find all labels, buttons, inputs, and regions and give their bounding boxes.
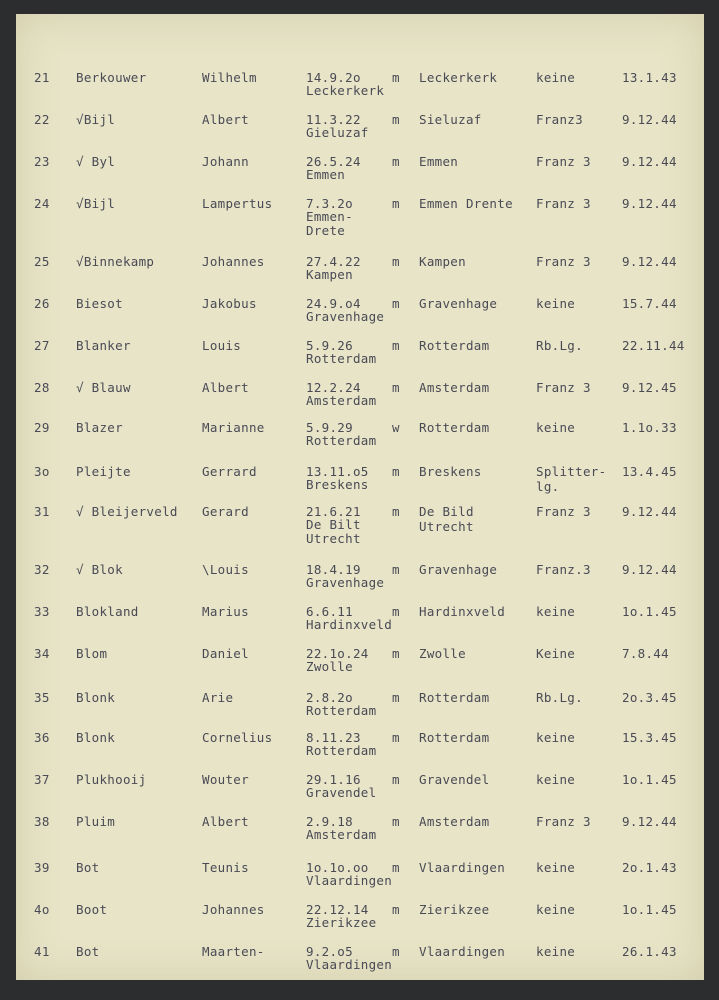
rank: keine <box>536 604 576 619</box>
entry-number: 21 <box>34 70 50 85</box>
rank: Rb.Lg. <box>536 338 583 353</box>
rank: keine <box>536 296 576 311</box>
first-name: Gerard <box>202 504 249 519</box>
birthplace: Gravenhage <box>306 309 385 324</box>
birth-date: 2.8.2o <box>306 690 353 705</box>
document-page <box>16 14 704 980</box>
birthplace: Gravendel <box>306 785 377 800</box>
birth-date: 22.1o.24 <box>306 646 369 661</box>
rank: Franz 3 <box>536 254 591 269</box>
first-name: Albert <box>202 380 249 395</box>
residence: Emmen <box>419 154 459 169</box>
rank: keine <box>536 730 576 745</box>
birthplace: Vlaardingen <box>306 957 393 972</box>
sex: m <box>392 730 400 745</box>
death-date: 9.12.45 <box>622 380 677 395</box>
surname: Bot <box>76 860 100 875</box>
entry-number: 39 <box>34 860 50 875</box>
sex: m <box>392 464 400 479</box>
rank: Rb.Lg. <box>536 690 583 705</box>
residence: Gravenhage <box>419 296 498 311</box>
residence: Amsterdam <box>419 814 490 829</box>
list-item <box>16 690 704 730</box>
first-name: Jakobus <box>202 296 257 311</box>
list-item <box>16 338 704 378</box>
first-name: Louis <box>202 338 242 353</box>
birth-date: 11.3.22 <box>306 112 361 127</box>
residence: Emmen Drente <box>419 196 513 211</box>
entry-number: 3o <box>34 464 50 479</box>
first-name: Albert <box>202 112 249 127</box>
sex: m <box>392 70 400 85</box>
sex: w <box>392 420 400 435</box>
sex: m <box>392 772 400 787</box>
entry-number: 26 <box>34 296 50 311</box>
first-name: Albert <box>202 814 249 829</box>
birthplace: Vlaardingen <box>306 873 393 888</box>
first-name: Johannes <box>202 254 265 269</box>
rank: Franz 3 <box>536 380 591 395</box>
death-date: 2o.1.43 <box>622 860 677 875</box>
residence: Gravendel <box>419 772 490 787</box>
first-name: Gerrard <box>202 464 257 479</box>
first-name: Johannes <box>202 902 265 917</box>
birthplace: Breskens <box>306 477 369 492</box>
first-name: Marianne <box>202 420 265 435</box>
rank: keine <box>536 902 576 917</box>
entry-number: 22 <box>34 112 50 127</box>
birthplace: Rotterdam <box>306 351 377 366</box>
first-name: Wilhelm <box>202 70 257 85</box>
birthplace: Emmen <box>306 167 346 182</box>
surname: √Bijl <box>76 196 116 211</box>
entry-number: 37 <box>34 772 50 787</box>
entry-number: 35 <box>34 690 50 705</box>
death-date: 1o.1.45 <box>622 604 677 619</box>
residence: Sieluzaf <box>419 112 482 127</box>
birth-date: 12.2.24 <box>306 380 361 395</box>
death-date: 7.8.44 <box>622 646 669 661</box>
surname: Biesot <box>76 296 123 311</box>
entry-number: 25 <box>34 254 50 269</box>
list-item <box>16 464 704 504</box>
list-item <box>16 420 704 460</box>
list-item <box>16 902 704 942</box>
first-name: \Louis <box>202 562 249 577</box>
birth-date: 29.1.16 <box>306 772 361 787</box>
surname: √Binnekamp <box>76 254 155 269</box>
residence: De Bild Utrecht <box>419 504 474 534</box>
residence: Kampen <box>419 254 466 269</box>
list-item <box>16 196 704 236</box>
rank: keine <box>536 420 576 435</box>
surname: Blonk <box>76 690 116 705</box>
death-date: 1.1o.33 <box>622 420 677 435</box>
first-name: Daniel <box>202 646 249 661</box>
entry-number: 34 <box>34 646 50 661</box>
first-name: Maarten- <box>202 944 265 959</box>
birthplace: Rotterdam <box>306 433 377 448</box>
residence: Zierikzee <box>419 902 490 917</box>
death-date: 26.1.43 <box>622 944 677 959</box>
list-item <box>16 296 704 336</box>
death-date: 9.12.44 <box>622 154 677 169</box>
surname: Blokland <box>76 604 139 619</box>
surname: Blazer <box>76 420 123 435</box>
surname: √ Bleijerveld <box>76 504 178 519</box>
first-name: Arie <box>202 690 234 705</box>
sex: m <box>392 338 400 353</box>
surname: Boot <box>76 902 108 917</box>
death-date: 9.12.44 <box>622 196 677 211</box>
first-name: Lampertus <box>202 196 273 211</box>
surname: Bot <box>76 944 100 959</box>
entry-number: 41 <box>34 944 50 959</box>
entry-number: 24 <box>34 196 50 211</box>
surname: Pleijte <box>76 464 131 479</box>
birth-date: 6.6.11 <box>306 604 353 619</box>
death-date: 15.3.45 <box>622 730 677 745</box>
birth-date: 14.9.2o <box>306 70 361 85</box>
birthplace: Hardinxveld <box>306 617 393 632</box>
birth-date: 27.4.22 <box>306 254 361 269</box>
birth-date: 26.5.24 <box>306 154 361 169</box>
death-date: 22.11.44 <box>622 338 685 353</box>
birthplace: Gravenhage <box>306 575 385 590</box>
death-date: 1o.1.45 <box>622 772 677 787</box>
list-item <box>16 154 704 194</box>
entry-number: 33 <box>34 604 50 619</box>
entry-number: 32 <box>34 562 50 577</box>
list-item <box>16 860 704 900</box>
entry-number: 31 <box>34 504 50 519</box>
death-date: 2o.3.45 <box>622 690 677 705</box>
rank: keine <box>536 70 576 85</box>
rank: keine <box>536 860 576 875</box>
surname: Plukhooij <box>76 772 147 787</box>
first-name: Marius <box>202 604 249 619</box>
surname: Pluim <box>76 814 116 829</box>
residence: Leckerkerk <box>419 70 498 85</box>
residence: Rotterdam <box>419 420 490 435</box>
birth-date: 21.6.21 <box>306 504 361 519</box>
rank: Keine <box>536 646 576 661</box>
birth-date: 22.12.14 <box>306 902 369 917</box>
birthplace: Zierikzee <box>306 915 377 930</box>
birthplace: Amsterdam <box>306 393 377 408</box>
sex: m <box>392 814 400 829</box>
rank: Franz.3 <box>536 562 591 577</box>
birth-date: 1o.1o.oo <box>306 860 369 875</box>
residence: Hardinxveld <box>419 604 506 619</box>
birthplace: Leckerkerk <box>306 83 385 98</box>
sex: m <box>392 154 400 169</box>
death-date: 9.12.44 <box>622 112 677 127</box>
rank: Franz3 <box>536 112 583 127</box>
list-item <box>16 944 704 984</box>
residence: Gravenhage <box>419 562 498 577</box>
birthplace: Gieluzaf <box>306 125 369 140</box>
birthplace: Kampen <box>306 267 353 282</box>
birth-date: 5.9.29 <box>306 420 353 435</box>
rank: Franz 3 <box>536 196 591 211</box>
sex: m <box>392 254 400 269</box>
list-item <box>16 380 704 420</box>
sex: m <box>392 604 400 619</box>
death-date: 9.12.44 <box>622 814 677 829</box>
entry-number: 28 <box>34 380 50 395</box>
list-item <box>16 112 704 152</box>
rank: Franz 3 <box>536 814 591 829</box>
surname: Blonk <box>76 730 116 745</box>
surname: Berkouwer <box>76 70 147 85</box>
sex: m <box>392 562 400 577</box>
list-item <box>16 772 704 812</box>
residence: Zwolle <box>419 646 466 661</box>
death-date: 1o.1.45 <box>622 902 677 917</box>
birthplace: Emmen- Drete <box>306 209 353 238</box>
birth-date: 18.4.19 <box>306 562 361 577</box>
entry-number: 4o <box>34 902 50 917</box>
residence: Vlaardingen <box>419 860 506 875</box>
entry-number: 27 <box>34 338 50 353</box>
first-name: Cornelius <box>202 730 273 745</box>
list-item <box>16 562 704 602</box>
residence: Rotterdam <box>419 730 490 745</box>
residence: Vlaardingen <box>419 944 506 959</box>
death-date: 9.12.44 <box>622 504 677 519</box>
birthplace: Zwolle <box>306 659 353 674</box>
entry-number: 36 <box>34 730 50 745</box>
rank: keine <box>536 944 576 959</box>
surname: √ Blok <box>76 562 123 577</box>
rank: Splitter- lg. <box>536 464 607 494</box>
list-item <box>16 814 704 854</box>
birth-date: 24.9.o4 <box>306 296 361 311</box>
sex: m <box>392 296 400 311</box>
birthplace: Rotterdam <box>306 743 377 758</box>
first-name: Wouter <box>202 772 249 787</box>
list-item <box>16 254 704 294</box>
sex: m <box>392 196 400 211</box>
birthplace: Rotterdam <box>306 703 377 718</box>
sex: m <box>392 902 400 917</box>
rank: keine <box>536 772 576 787</box>
death-date: 15.7.44 <box>622 296 677 311</box>
birth-date: 9.2.o5 <box>306 944 353 959</box>
entry-number: 23 <box>34 154 50 169</box>
surname: Blom <box>76 646 108 661</box>
residence: Breskens <box>419 464 482 479</box>
death-date: 9.12.44 <box>622 254 677 269</box>
sex: m <box>392 944 400 959</box>
residence: Rotterdam <box>419 338 490 353</box>
residence: Amsterdam <box>419 380 490 395</box>
surname: Blanker <box>76 338 131 353</box>
list-item <box>16 604 704 644</box>
birth-date: 5.9.26 <box>306 338 353 353</box>
sex: m <box>392 504 400 519</box>
sex: m <box>392 112 400 127</box>
list-item <box>16 730 704 770</box>
first-name: Teunis <box>202 860 249 875</box>
birthplace: Amsterdam <box>306 827 377 842</box>
surname: √Bijl <box>76 112 116 127</box>
rank: Franz 3 <box>536 154 591 169</box>
birthplace: De Bilt Utrecht <box>306 517 361 546</box>
list-item <box>16 646 704 686</box>
rank: Franz 3 <box>536 504 591 519</box>
sex: m <box>392 690 400 705</box>
death-date: 13.1.43 <box>622 70 677 85</box>
list-item <box>16 504 704 544</box>
sex: m <box>392 860 400 875</box>
list-item <box>16 70 704 110</box>
sex: m <box>392 380 400 395</box>
residence: Rotterdam <box>419 690 490 705</box>
sex: m <box>392 646 400 661</box>
surname: √ Blauw <box>76 380 131 395</box>
first-name: Johann <box>202 154 249 169</box>
birth-date: 13.11.o5 <box>306 464 369 479</box>
death-date: 9.12.44 <box>622 562 677 577</box>
entry-number: 38 <box>34 814 50 829</box>
birth-date: 8.11.23 <box>306 730 361 745</box>
surname: √ Byl <box>76 154 116 169</box>
birth-date: 7.3.2o <box>306 196 353 211</box>
entry-number: 29 <box>34 420 50 435</box>
birth-date: 2.9.18 <box>306 814 353 829</box>
death-date: 13.4.45 <box>622 464 677 479</box>
